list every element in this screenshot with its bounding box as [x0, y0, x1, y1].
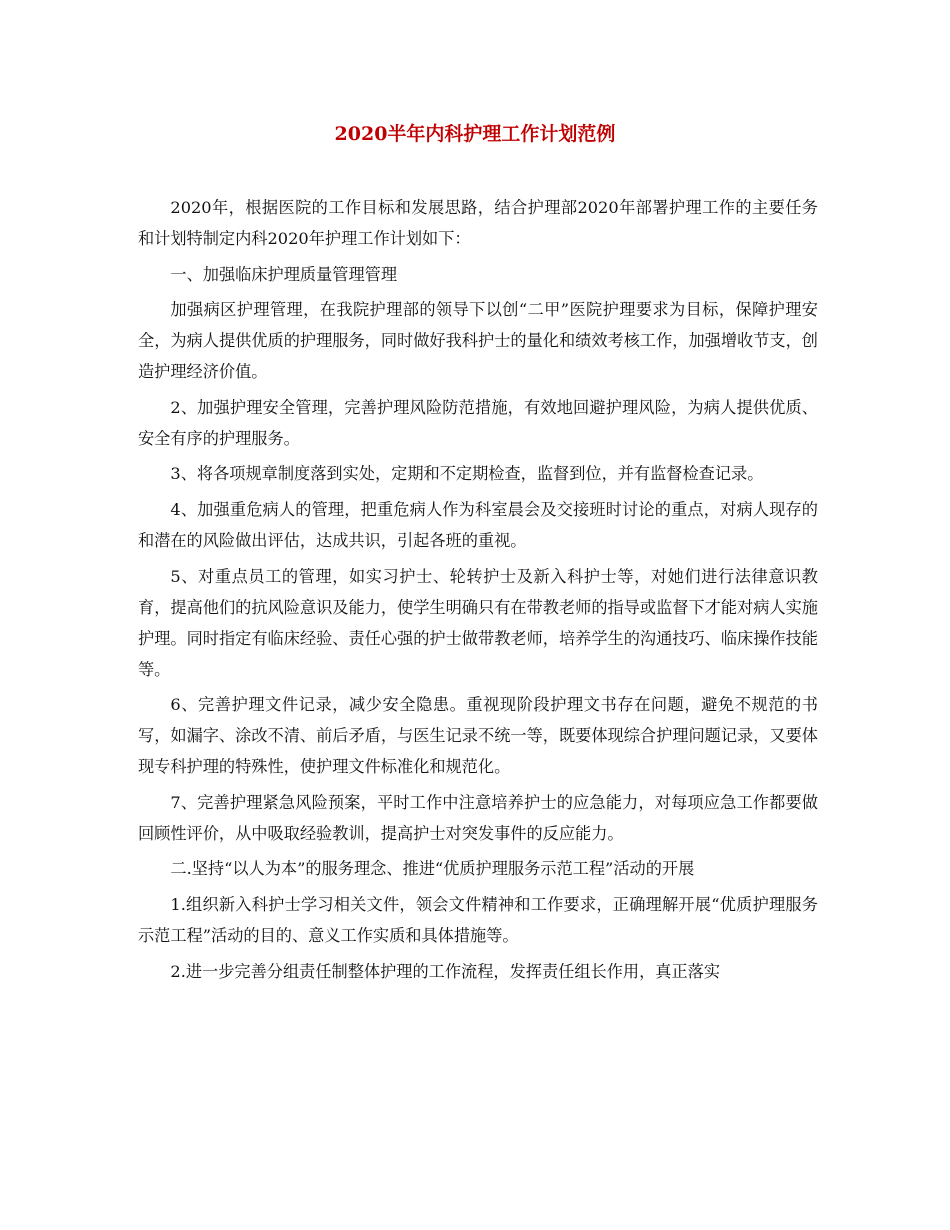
list-item: 2.进一步完善分组责任制整体护理的工作流程，发挥责任组长作用，真正落实: [170, 961, 721, 981]
section-heading-2: 二.坚持“以人为本”的服务理念、推进“优质护理服务示范工程”活动的开展: [170, 859, 695, 879]
list-item: 7、完善护理紧急风险预案，平时工作中注意培养护士的应急能力，对每项应急工作都要做回顾性评价，从中吸取经验教训，提高护士对突发事件的反应能力。: [138, 792, 818, 843]
section-heading-1: 一、加强临床护理质量管理管理: [170, 264, 398, 284]
paragraph: 加强病区护理管理，在我院护理部的领导下以创“二甲”医院护理要求为目标，保障护理安全，为病人提供优质的护理服务，同时做好我科护士的量化和绩效考核工作，加强增收节支，创造护理经济价值。: [138, 300, 818, 382]
document-body: [138, 192, 818, 991]
paragraph-intro: 2020年，根据医院的工作目标和发展思路，结合护理部2020年部署护理工作的主要任务和计划特制定内科2020年护理工作计划如下：: [138, 198, 818, 248]
list-item: 1.组织新入科护士学习相关文件，领会文件精神和工作要求，正确理解开展“优质护理服务示范工程”活动的目的、意义工作实质和具体措施等。: [138, 894, 818, 945]
list-item: 4、加强重危病人的管理，把重危病人作为科室晨会及交接班时讨论的重点，对病人现存的和潜在的风险做出评估，达成共识，引起各班的重视。: [138, 499, 818, 550]
list-item: 3、将各项规章制度落到实处，定期和不定期检查，监督到位，并有监督检查记录。: [170, 464, 764, 484]
list-item: 5、对重点员工的管理，如实习护士、轮转护士及新入科护士等，对她们进行法律意识教育，提高他们的抗风险意识及能力，使学生明确只有在带教老师的指导或监督下才能对病人实施护理。同时指定有临床经验、责任心强的护士做带教老师，培养学生的沟通技巧、临床操作技能等。: [138, 566, 818, 679]
document-title: 2020半年内科护理工作计划范例: [334, 123, 616, 145]
list-item: 6、完善护理文件记录，减少安全隐患。重视现阶段护理文书存在问题，避免不规范的书写，如漏字、涂改不清、前后矛盾，与医生记录不统一等，既要体现综合护理问题记录，又要体现专科护理的特殊性，使护理文件标准化和规范化。: [138, 695, 818, 777]
list-item: 2、加强护理安全管理，完善护理风险防范措施，有效地回避护理风险，为病人提供优质、安全有序的护理服务。: [138, 397, 818, 448]
